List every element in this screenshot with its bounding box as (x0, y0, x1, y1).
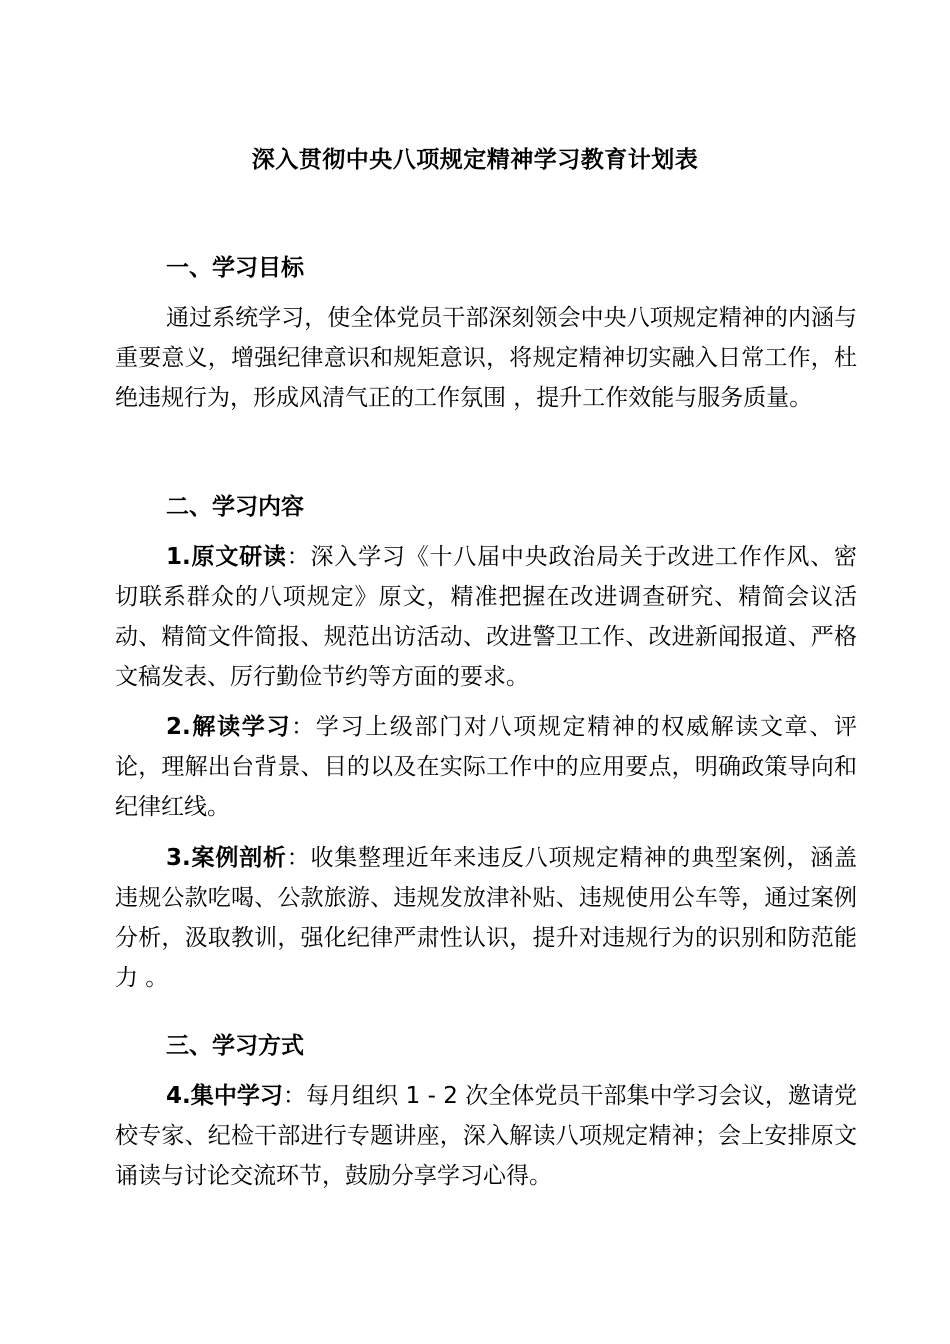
paragraph-lead: 1.原文研读 (166, 544, 287, 570)
paragraph-interpretation-study (115, 707, 857, 827)
paragraph-goals (115, 298, 857, 418)
paragraph-text: ：学习上级部门对八项规定精神的权威解读文章、评论，理解出台背景、目的以及在实际工作中的应用要点，明确政策导向和纪律红线。 (115, 714, 857, 820)
section-heading-content: 二、学习内容 (166, 494, 304, 520)
paragraph-lead: 3.案例剖析 (166, 845, 287, 871)
paragraph-case-analysis (115, 838, 857, 998)
section-heading-methods: 三、学习方式 (166, 1033, 304, 1059)
paragraph-text: 通过系统学习，使全体党员干部深刻领会中央八项规定精神的内涵与重要意义，增强纪律意识和规矩意识，将规定精神切实融入日常工作，杜绝违规行为，形成风清气正的工作氛围 ，提升工作效能与服务质量。 (115, 305, 857, 411)
paragraph-centralized-study (115, 1076, 857, 1196)
paragraph-text: ：收集整理近年来违反八项规定精神的典型案例，涵盖违规公款吃喝、公款旅游、违规发放津补贴、违规使用公车等，通过案例分析，汲取教训，强化纪律严肃性认识，提升对违规行为的识别和防范能力 。 (115, 845, 857, 991)
document-title: 深入贯彻中央八项规定精神学习教育计划表 (251, 147, 699, 173)
paragraph-text: ：深入学习《十八届中央政治局关于改进工作作风、密切联系群众的八项规定》原文，精准把握在改进调查研究、精简会议活动、精简文件简报、规范出访活动、改进警卫工作、改进新闻报道、严格文稿发表、厉行勤俭节约等方面的要求。 (115, 544, 857, 690)
paragraph-lead: 4.集中学习 (166, 1083, 283, 1109)
paragraph-text: ：每月组织 1 - 2 次全体党员干部集中学习会议，邀请党校专家、纪检干部进行专题讲座，深入解读八项规定精神；会上安排原文诵读与讨论交流环节，鼓励分享学习心得。 (115, 1083, 857, 1189)
paragraph-original-text-study (115, 537, 857, 697)
paragraph-lead: 2.解读学习 (166, 714, 292, 740)
section-heading-goals: 一、学习目标 (166, 255, 304, 281)
